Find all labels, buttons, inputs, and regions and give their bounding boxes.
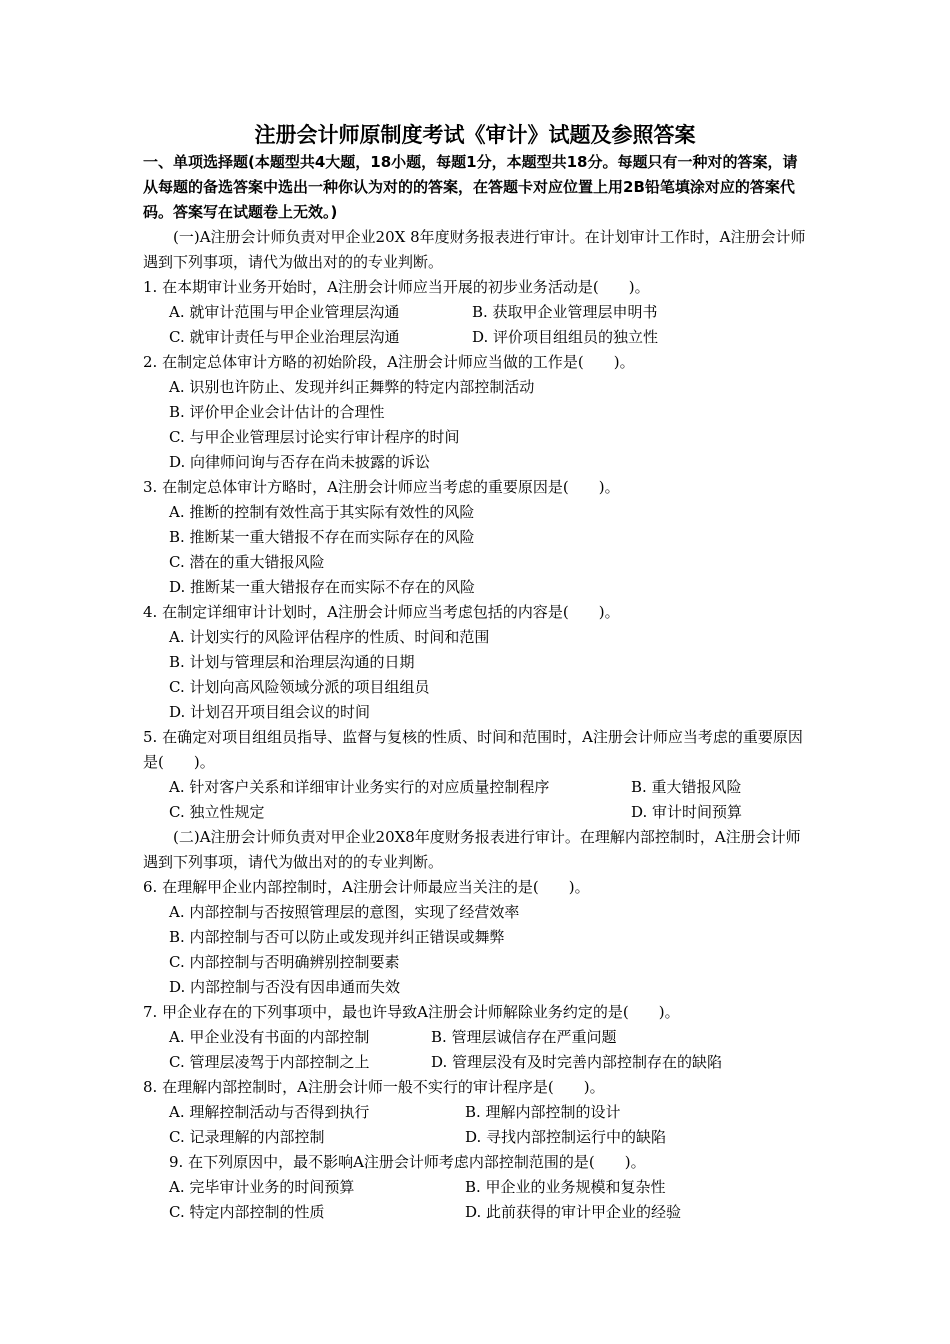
option: A. 甲企业没有书面的内部控制 [169,1028,370,1046]
option: A. 推断的控制有效性高于其实际有效性的风险 [169,503,475,521]
option: B. 重大错报风险 [631,778,742,796]
option: A. 完毕审计业务的时间预算 [169,1178,355,1196]
option: B. 甲企业的业务规模和复杂性 [465,1178,666,1196]
option: A. 内部控制与否按照管理层的意图，实现了经营效率 [169,903,520,921]
option: C. 计划向高风险领域分派的项目组组员 [169,678,430,696]
question-2: 2. 在制定总体审计方略的初始阶段，A注册会计师应当做的工作是( )。 [143,353,635,371]
option: A. 识别也许防止、发现并纠正舞弊的特定内部控制活动 [169,378,535,396]
option: B. 评价甲企业会计估计的合理性 [169,403,385,421]
option: A. 针对客户关系和详细审计业务实行的对应质量控制程序 [169,778,550,796]
question-6: 6. 在理解甲企业内部控制时，A注册会计师最应当关注的是( )。 [143,878,590,896]
option: D. 向律师问询与否存在尚未披露的诉讼 [169,453,431,471]
option-row [143,1175,815,1200]
option: C. 特定内部控制的性质 [169,1203,325,1221]
option: C. 潜在的重大错报风险 [169,553,325,571]
option-row [143,1125,815,1150]
question-3: 3. 在制定总体审计方略时，A注册会计师应当考虑的重要原因是( )。 [143,478,620,496]
option: D. 此前获得的审计甲企业的经验 [465,1203,682,1221]
question-7: 7. 甲企业存在的下列事项中，最也许导致A注册会计师解除业务约定的是( )。 [143,1003,680,1021]
option-row [143,1050,815,1075]
option-row [143,800,815,825]
option-row [143,775,815,800]
option: C. 与甲企业管理层讨论实行审计程序的时间 [169,428,460,446]
option: C. 内部控制与否明确辨别控制要素 [169,953,400,971]
option: D. 推断某一重大错报存在而实际不存在的风险 [169,578,476,596]
option-row [143,1100,815,1125]
option: C. 就审计责任与甲企业治理层沟通 [169,328,400,346]
page-title: 注册会计师原制度考试《审计》试题及参照答案 [254,123,696,147]
question-8: 8. 在理解内部控制时，A注册会计师一般不实行的审计程序是( )。 [143,1078,605,1096]
group-one-intro: (一)A注册会计师负责对甲企业20X 8年度财务报表进行审计。在计划审计工作时，A注册会计师遇到下列事项，请代为做出对的的专业判断。 [143,228,806,271]
option: D. 计划召开项目组会议的时间 [169,703,371,721]
option: D. 管理层没有及时完善内部控制存在的缺陷 [431,1053,723,1071]
option: B. 计划与管理层和治理层沟通的日期 [169,653,415,671]
option: B. 管理层诚信存在严重问题 [431,1028,617,1046]
option: A. 计划实行的风险评估程序的性质、时间和范围 [169,628,490,646]
question-5: 5. 在确定对项目组组员指导、监督与复核的性质、时间和范围时，A注册会计师应当考虑的重要原因是( )。 [143,728,803,771]
option: B. 理解内部控制的设计 [465,1103,621,1121]
option: A. 就审计范围与甲企业管理层沟通 [169,303,400,321]
question-body [143,225,815,1225]
option-row [143,300,815,325]
option: D. 审计时间预算 [631,803,743,821]
option-row [143,1025,815,1050]
option: D. 内部控制与否没有因串通而失效 [169,978,401,996]
option: B. 推断某一重大错报不存在而实际存在的风险 [169,528,475,546]
option: C. 独立性规定 [169,803,265,821]
question-4: 4. 在制定详细审计计划时，A注册会计师应当考虑包括的内容是( )。 [143,603,620,621]
section-instructions: 一、单项选择题(本题型共4大题，18小题，每题1分，本题型共18分。每题只有一种对的答案，请从每题的备选答案中选出一种你认为对的的答案，在答题卡对应位置上用2B铅笔填涂对应的答案代码。答案写在试题卷上无效。) [143,153,798,221]
option-row [143,1200,815,1225]
option: B. 获取甲企业管理层申明书 [472,303,658,321]
option: B. 内部控制与否可以防止或发现并纠正错误或舞弊 [169,928,505,946]
option: C. 记录理解的内部控制 [169,1128,325,1146]
option-row [143,325,815,350]
option: D. 评价项目组组员的独立性 [472,328,659,346]
option: A. 理解控制活动与否得到执行 [169,1103,370,1121]
question-1: 1. 在本期审计业务开始时，A注册会计师应当开展的初步业务活动是( )。 [143,278,650,296]
question-9: 9. 在下列原因中，最不影响A注册会计师考虑内部控制范围的是( )。 [169,1153,646,1171]
option: D. 寻找内部控制运行中的缺陷 [465,1128,667,1146]
group-two-intro: (二)A注册会计师负责对甲企业20X8年度财务报表进行审计。在理解内部控制时，A注册会计师遇到下列事项，请代为做出对的的专业判断。 [143,828,801,871]
option: C. 管理层凌驾于内部控制之上 [169,1053,370,1071]
